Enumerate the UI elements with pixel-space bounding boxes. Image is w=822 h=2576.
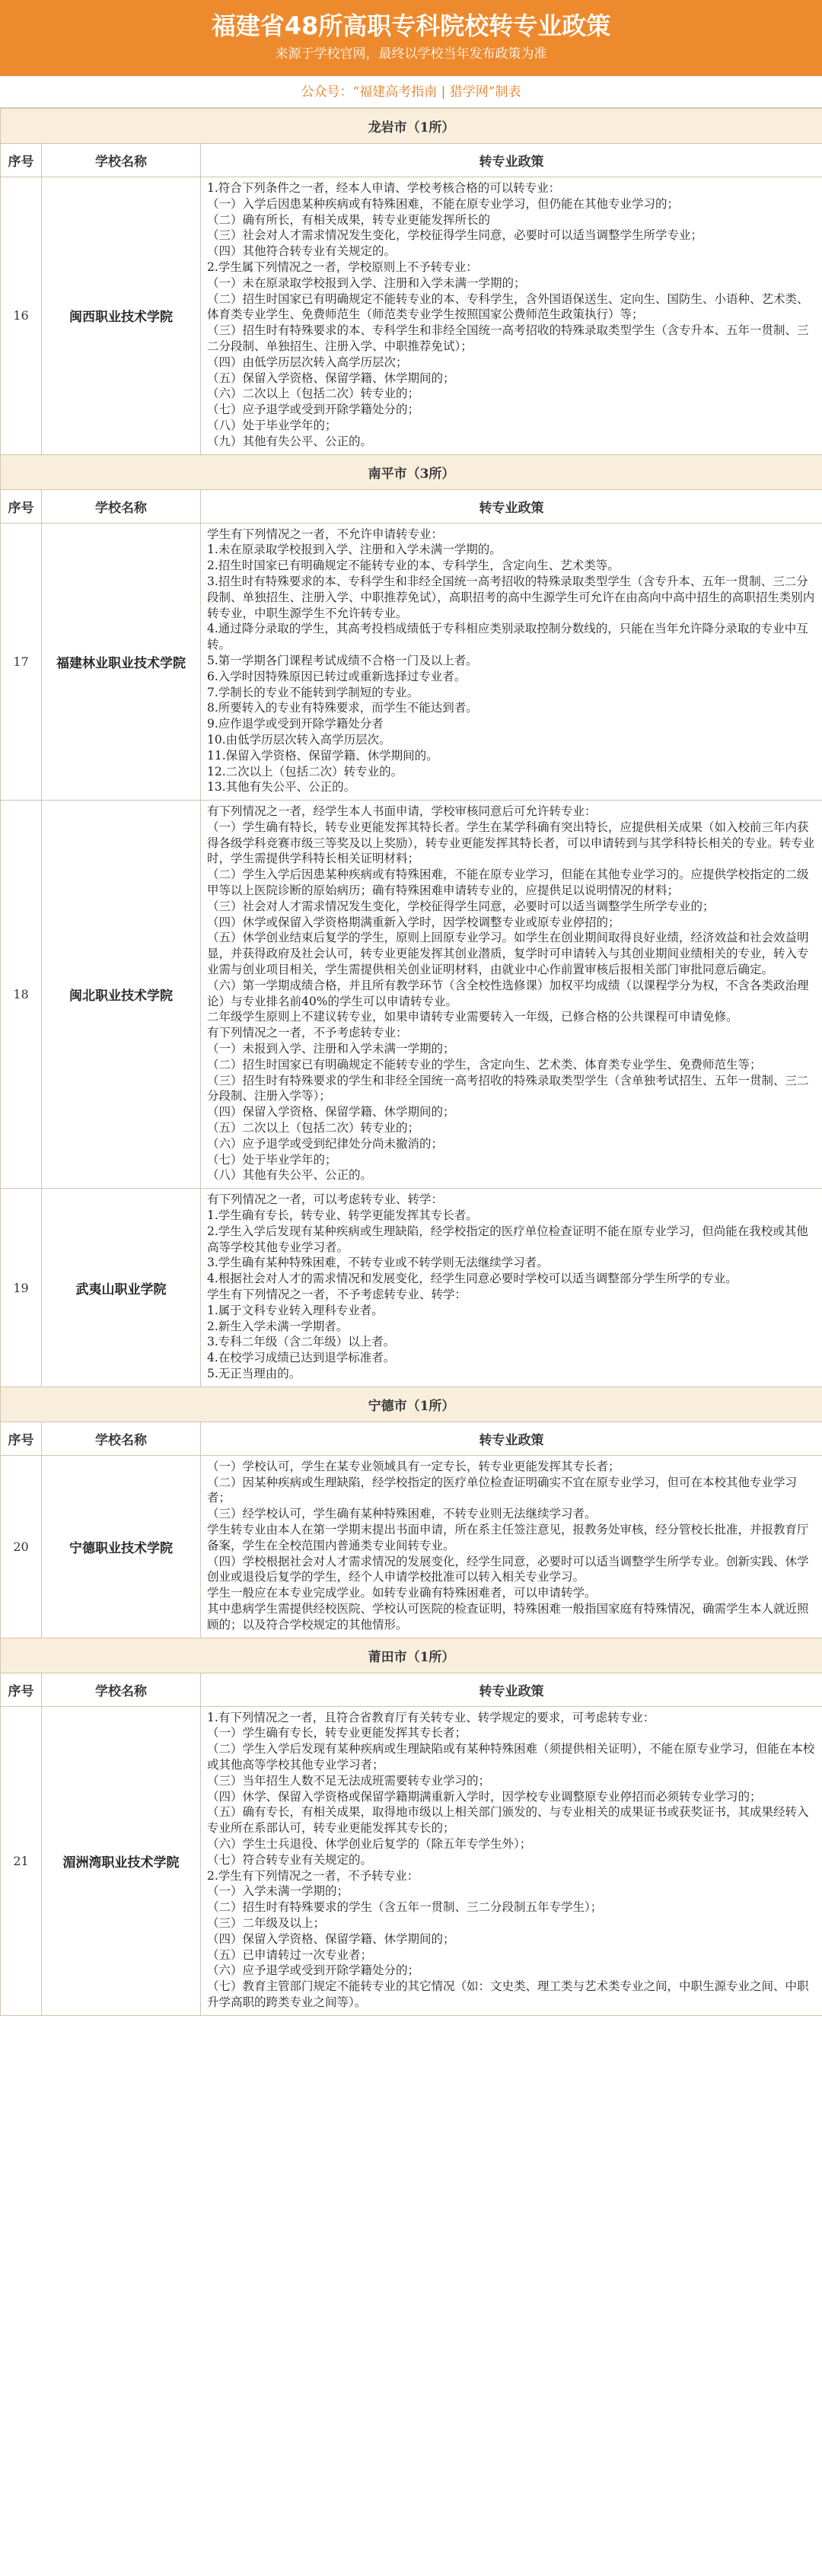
school-index: 21 bbox=[1, 1706, 42, 2015]
policy-line: 2.学生属下列情况之一者，学校原则上不予转专业： bbox=[207, 260, 478, 274]
policy-line: （七）处于毕业学年的； bbox=[207, 1152, 337, 1167]
column-header-school: 学校名称 bbox=[42, 489, 201, 523]
policy-line: 12.二次以上（包括二次）转专业的。 bbox=[207, 764, 403, 779]
policy-line: （一）未在原录取学校报到入学、注册和入学未满一学期的； bbox=[207, 275, 526, 290]
column-header-policy: 转专业政策 bbox=[201, 1673, 822, 1706]
city-row bbox=[1, 1387, 822, 1422]
policy-table bbox=[0, 108, 822, 2016]
policy-line: （三）招生时有特殊要求的本、专科学生和非经全国统一高考招收的特殊录取类型学生（含专升本、五年一贯制、三二分段制、单独招生、注册入学、中职推荐免试）； bbox=[207, 323, 809, 353]
policy-line: （七）应予退学或受到开除学籍处分的； bbox=[207, 403, 420, 417]
policy-line: 10.由低学历层次转入高学历层次。 bbox=[207, 732, 391, 747]
policy-line: （二）招生时国家已有明确规定不能转专业的学生，含定向生、艺术类、体育类专业学生、免费师范生等； bbox=[207, 1057, 762, 1071]
column-header-index: 序号 bbox=[1, 1673, 42, 1706]
policy-line: 6.入学时因特殊原因已转过或重新选择过专业者。 bbox=[207, 669, 467, 683]
column-header-school: 学校名称 bbox=[42, 144, 201, 177]
policy-line: （二）因某种疾病或生理缺陷，经学校指定的医疗单位检查证明确实不宜在原专业学习，但可在本校其他专业学习者； bbox=[207, 1475, 798, 1505]
policy-line: （一）未报到入学、注册和入学未满一学期的； bbox=[207, 1042, 455, 1056]
policy-line: （六）二次以上（包括二次）转专业的； bbox=[207, 387, 420, 401]
policy-line: （一）入学未满一学期的； bbox=[207, 1884, 349, 1899]
school-name: 湄洲湾职业技术学院 bbox=[42, 1706, 201, 2015]
column-header-policy: 转专业政策 bbox=[201, 489, 822, 523]
school-row bbox=[1, 801, 822, 1189]
policy-line: （一）学生确有专长，转专业更能发挥其专长者； bbox=[207, 1726, 467, 1740]
policy-line: （七）教育主管部门规定不能转专业的其它情况（如：文史类、理工类与艺术类专业之间，中职生源专业之间、中职升学高职的跨类专业之间等）。 bbox=[207, 1979, 809, 2009]
column-header-index: 序号 bbox=[1, 144, 42, 177]
city-heading: 莆田市（1所） bbox=[1, 1638, 822, 1673]
policy-line: （七）符合转专业有关规定的。 bbox=[207, 1852, 373, 1867]
policy-line: 5.第一学期各门课程考试成绩不合格一门及以上者。 bbox=[207, 653, 478, 667]
policy-line: 1.未在原录取学校报到入学、注册和入学未满一学期的。 bbox=[207, 543, 502, 557]
policy-line: （三）二年级及以上； bbox=[207, 1915, 326, 1930]
school-row bbox=[1, 1455, 822, 1638]
column-header-school: 学校名称 bbox=[42, 1422, 201, 1455]
policy-line: 13.其他有失公平、公正的。 bbox=[207, 780, 356, 794]
policy-line: 其中患病学生需提供经校医院、学校认可医院的检查证明，特殊困难一般指国家庭有特殊情况，确需学生本人就近照顾的；以及符合学校规定的其他情形。 bbox=[207, 1601, 809, 1632]
policy-line: （二）确有所长，有相关成果，转专业更能发挥所长的 bbox=[207, 212, 491, 227]
policy-line: （五）二次以上（包括二次）转专业的； bbox=[207, 1121, 420, 1135]
policy-line: 7.学制长的专业不能转到学制短的专业。 bbox=[207, 685, 419, 699]
school-row bbox=[1, 1189, 822, 1387]
credit-line: 公众号：“福建高考指南 | 猎学网”制表 bbox=[0, 76, 822, 108]
policy-line: （五）休学创业结束后复学的学生，原则上回原专业学习。如学生在创业期间取得良好业绩，经济效益和社会效益明显，并获得政府及社会认可，转专业更能发挥其创业潜质，复学时可申请转入与其创业期间业绩相关的专业，转入专业需与创业项目相关，学生需提供相关创业证明材料，由就业中心作前置审核后报相关部门审批同意后确定。 bbox=[207, 931, 809, 977]
school-index: 18 bbox=[1, 801, 42, 1189]
policy-line: 1.学生确有专长，转专业、转学更能发挥其专长者。 bbox=[207, 1208, 478, 1223]
policy-line: （六）应予退学或受到开除学籍处分的； bbox=[207, 1963, 420, 1978]
school-name: 宁德职业技术学院 bbox=[42, 1455, 201, 1638]
policy-line: 有下列情况之一者，可以考虑转专业、转学： bbox=[207, 1192, 444, 1207]
policy-cell bbox=[201, 1189, 822, 1387]
policy-line: 3.学生确有某种特殊困难，不转专业或不转学则无法继续学习者。 bbox=[207, 1256, 549, 1270]
policy-line: 11.保留入学资格、保留学籍、休学期间的。 bbox=[207, 748, 438, 763]
policy-line: （四）休学、保留入学资格或保留学籍期满重新入学时，因学校专业调整原专业停招而必须转专业学习的； bbox=[207, 1789, 762, 1804]
city-heading: 龙岩市（1所） bbox=[1, 109, 822, 144]
policy-line: 5.无正当理由的。 bbox=[207, 1366, 301, 1380]
policy-line: （五）确有专长，有相关成果，取得地市级以上相关部门颁发的、与专业相关的成果证书或获奖证书，其成果经转入专业所在系部认可，转专业更能发挥其专长的； bbox=[207, 1805, 809, 1836]
policy-line: （三）当年招生人数不足无法成班需要转专业学习的； bbox=[207, 1773, 491, 1788]
policy-line: （三）社会对人才需求情况发生变化，学校征得学生同意，必要时可以适当调整学生所学专业； bbox=[207, 228, 703, 243]
policy-line: 9.应作退学或受到开除学籍处分者 bbox=[207, 717, 384, 731]
page-header bbox=[0, 0, 822, 76]
school-row bbox=[1, 1706, 822, 2015]
policy-line: （二）招生时国家已有明确规定不能转专业的本、专科学生，含外国语保送生、定向生、国防生、小语种、艺术类、体育类专业学生、免费师范生（师范类专业学生按照国家公费师范生政策执行）等； bbox=[207, 291, 809, 322]
school-index: 19 bbox=[1, 1189, 42, 1387]
school-name: 闽北职业技术学院 bbox=[42, 801, 201, 1189]
city-heading: 南平市（3所） bbox=[1, 454, 822, 489]
column-header-school: 学校名称 bbox=[42, 1673, 201, 1706]
policy-line: 4.通过降分录取的学生，其高考投档成绩低于专科相应类别录取控制分数线的，只能在当年允许降分录取的专业中互转。 bbox=[207, 622, 808, 652]
policy-line: 4.在校学习成绩已达到退学标准者。 bbox=[207, 1351, 396, 1365]
school-index: 20 bbox=[1, 1455, 42, 1638]
column-header-row bbox=[1, 1422, 822, 1455]
policy-line: （一）学生确有特长，转专业更能发挥其特长者。学生在某学科确有突出特长，应提供相关成果（如入校前三年内获得各级学科竞赛市级三等奖及以上奖励），转专业更能发挥其特长者，可以申请转到与其学科特长相关的专业。转专业时，学生需提供学科特长相关证明材料； bbox=[207, 820, 815, 866]
page-subtitle: 来源于学校官网，最终以学校当年发布政策为准 bbox=[275, 46, 547, 62]
column-header-row bbox=[1, 489, 822, 523]
city-row bbox=[1, 1638, 822, 1673]
policy-cell bbox=[201, 1706, 822, 2015]
policy-line: （八）其他有失公平、公正的。 bbox=[207, 1168, 373, 1183]
policy-line: （五）保留入学资格、保留学籍、休学期间的； bbox=[207, 371, 455, 385]
policy-cell bbox=[201, 801, 822, 1189]
city-row bbox=[1, 454, 822, 489]
policy-line: 学生一般应在本专业完成学业。如转专业确有特殊困难者，可以申请转学。 bbox=[207, 1586, 597, 1600]
policy-line: 4.根据社会对人才的需求情况和发展变化，经学生同意必要时学校可以适当调整部分学生所学的专业。 bbox=[207, 1272, 738, 1286]
policy-line: 2.学生有下列情况之一者，不予转专业： bbox=[207, 1868, 419, 1883]
policy-line: 有下列情况之一者，不予考虑转专业： bbox=[207, 1026, 408, 1040]
policy-line: 2.学生入学后发现有某种疾病或生理缺陷，经学校指定的医疗单位检查证明不能在原专业学习，但尚能在我校或其他高等学校其他专业学习者。 bbox=[207, 1224, 808, 1254]
policy-line: （四）保留入学资格、保留学籍、休学期间的； bbox=[207, 1105, 455, 1119]
policy-line: （三）社会对人才需求情况发生变化，学校征得学生同意，必要时可以适当调整学生所学专业的； bbox=[207, 899, 715, 913]
policy-line: 二年级学生原则上不建议转专业，如果申请转专业需要转入一年级，已修合格的公共课程可申请免修。 bbox=[207, 1010, 738, 1024]
policy-line: （八）处于毕业学年的； bbox=[207, 418, 337, 432]
school-row bbox=[1, 177, 822, 455]
school-name: 福建林业职业技术学院 bbox=[42, 523, 201, 801]
policy-line: （一）入学后因患某种疾病或有特殊困难，不能在原专业学习，但仍能在其他专业学习的； bbox=[207, 196, 680, 211]
policy-line: （六）学生士兵退役、休学创业后复学的（除五年专学生外）； bbox=[207, 1836, 532, 1851]
policy-line: 学生转专业由本人在第一学期末提出书面申请，所在系主任签注意见，报教务处审核，经分管校长批准，并报教育厅备案，学生在全校范围内普通类专业间转专业。 bbox=[207, 1522, 809, 1552]
policy-line: 1.符合下列条件之一者，经本人申请、学校考核合格的可以转专业： bbox=[207, 181, 561, 195]
city-row bbox=[1, 109, 822, 144]
policy-line: （四）由低学历层次转入高学历层次； bbox=[207, 355, 408, 369]
school-row bbox=[1, 523, 822, 801]
page-title: 福建省48所高职专科院校转专业政策 bbox=[211, 11, 611, 40]
city-heading: 宁德市（1所） bbox=[1, 1387, 822, 1422]
policy-line: 3.招生时有特殊要求的本、专科学生和非经全国统一高考招收的特殊录取类型学生（含专升本、五年一贯制、三二分段制、单独招生、注册入学、中职推荐免试），高职招考的高中生源学生可允许在由高向中高中招生的高职招生类别内转专业，中职生源学生不允许转专业。 bbox=[207, 574, 815, 620]
school-index: 16 bbox=[1, 177, 42, 455]
column-header-row bbox=[1, 144, 822, 177]
policy-line: 学生有下列情况之一者，不予考虑转专业、转学： bbox=[207, 1288, 467, 1301]
policy-line: （四）休学或保留入学资格期满重新入学时，因学校调整专业或原专业停招的； bbox=[207, 915, 620, 929]
column-header-index: 序号 bbox=[1, 1422, 42, 1455]
policy-line: （二）学生入学后因患某种疾病或有特殊困难，不能在原专业学习，但能在其他专业学习的。应提供学校指定的二级甲等以上医院诊断的原始病历；确有特殊困难申请转专业的，应提供足以说明情况的材料； bbox=[207, 868, 809, 898]
column-header-row bbox=[1, 1673, 822, 1706]
policy-line: （四）其他符合转专业有关规定的。 bbox=[207, 244, 397, 259]
policy-line: （四）学校根据社会对人才需求情况的发展变化，经学生同意，必要时可以适当调整学生所学专业。创新实践、休学创业或退役后复学的学生，经个人申请学校批准可以转入相关专业学习。 bbox=[207, 1554, 809, 1584]
school-name: 武夷山职业学院 bbox=[42, 1189, 201, 1387]
policy-line: 2.招生时国家已有明确规定不能转专业的本、专科学生，含定向生、艺术类等。 bbox=[207, 559, 620, 573]
policy-line: （六）应予退学或受到纪律处分尚未撤消的； bbox=[207, 1136, 444, 1151]
policy-cell bbox=[201, 177, 822, 455]
school-index: 17 bbox=[1, 523, 42, 801]
policy-line: 3.专科二年级（含二年级）以上者。 bbox=[207, 1335, 396, 1349]
policy-line: （六）第一学期成绩合格，并且所有教学环节（含全校性选修课）加权平均成绩（以课程学分为权，不含各类政治理论）与专业排名前40%的学生可以申请转专业。 bbox=[207, 978, 809, 1008]
school-name: 闽西职业技术学院 bbox=[42, 177, 201, 455]
column-header-policy: 转专业政策 bbox=[201, 144, 822, 177]
policy-line: （二）招生时有特殊要求的学生（含五年一贯制、三二分段制五年专学生）； bbox=[207, 1900, 603, 1915]
column-header-policy: 转专业政策 bbox=[201, 1422, 822, 1455]
policy-cell bbox=[201, 523, 822, 801]
policy-line: （一）学校认可，学生在某专业领域具有一定专长，转专业更能发挥其专长者； bbox=[207, 1459, 620, 1473]
policy-line: （五）已申请转过一次专业者； bbox=[207, 1947, 373, 1962]
policy-line: （三）招生时有特殊要求的学生和非经全国统一高考招收的特殊录取类型学生（含单独考试招生、五年一贯制、三二分段制、注册入学等）； bbox=[207, 1073, 809, 1103]
policy-line: （九）其他有失公平、公正的。 bbox=[207, 434, 373, 448]
policy-line: 1.有下列情况之一者，且符合省教育厅有关转专业、转学规定的要求，可考虑转专业： bbox=[207, 1710, 655, 1724]
policy-line: 有下列情况之一者，经学生本人书面申请，学校审核同意后可允许转专业： bbox=[207, 804, 597, 819]
policy-line: 学生有下列情况之一者，不允许申请转专业： bbox=[207, 527, 444, 541]
policy-line: （四）保留入学资格、保留学籍、休学期间的； bbox=[207, 1931, 455, 1946]
column-header-index: 序号 bbox=[1, 489, 42, 523]
policy-line: （三）经学校认可，学生确有某种特殊困难，不转专业则无法继续学习者。 bbox=[207, 1507, 597, 1521]
policy-line: 8.所要转入的专业有特殊要求，而学生不能达到者。 bbox=[207, 701, 478, 715]
policy-line: 2.新生入学未满一学期者。 bbox=[207, 1319, 349, 1333]
policy-line: （二）学生入学后发现有某种疾病或生理缺陷或有某种特殊困难（须提供相关证明），不能在原专业学习，但能在本校或其他高等学校其他专业学习者； bbox=[207, 1742, 815, 1772]
policy-cell bbox=[201, 1455, 822, 1638]
policy-line: 1.属于文科专业转入理科专业者。 bbox=[207, 1303, 384, 1317]
